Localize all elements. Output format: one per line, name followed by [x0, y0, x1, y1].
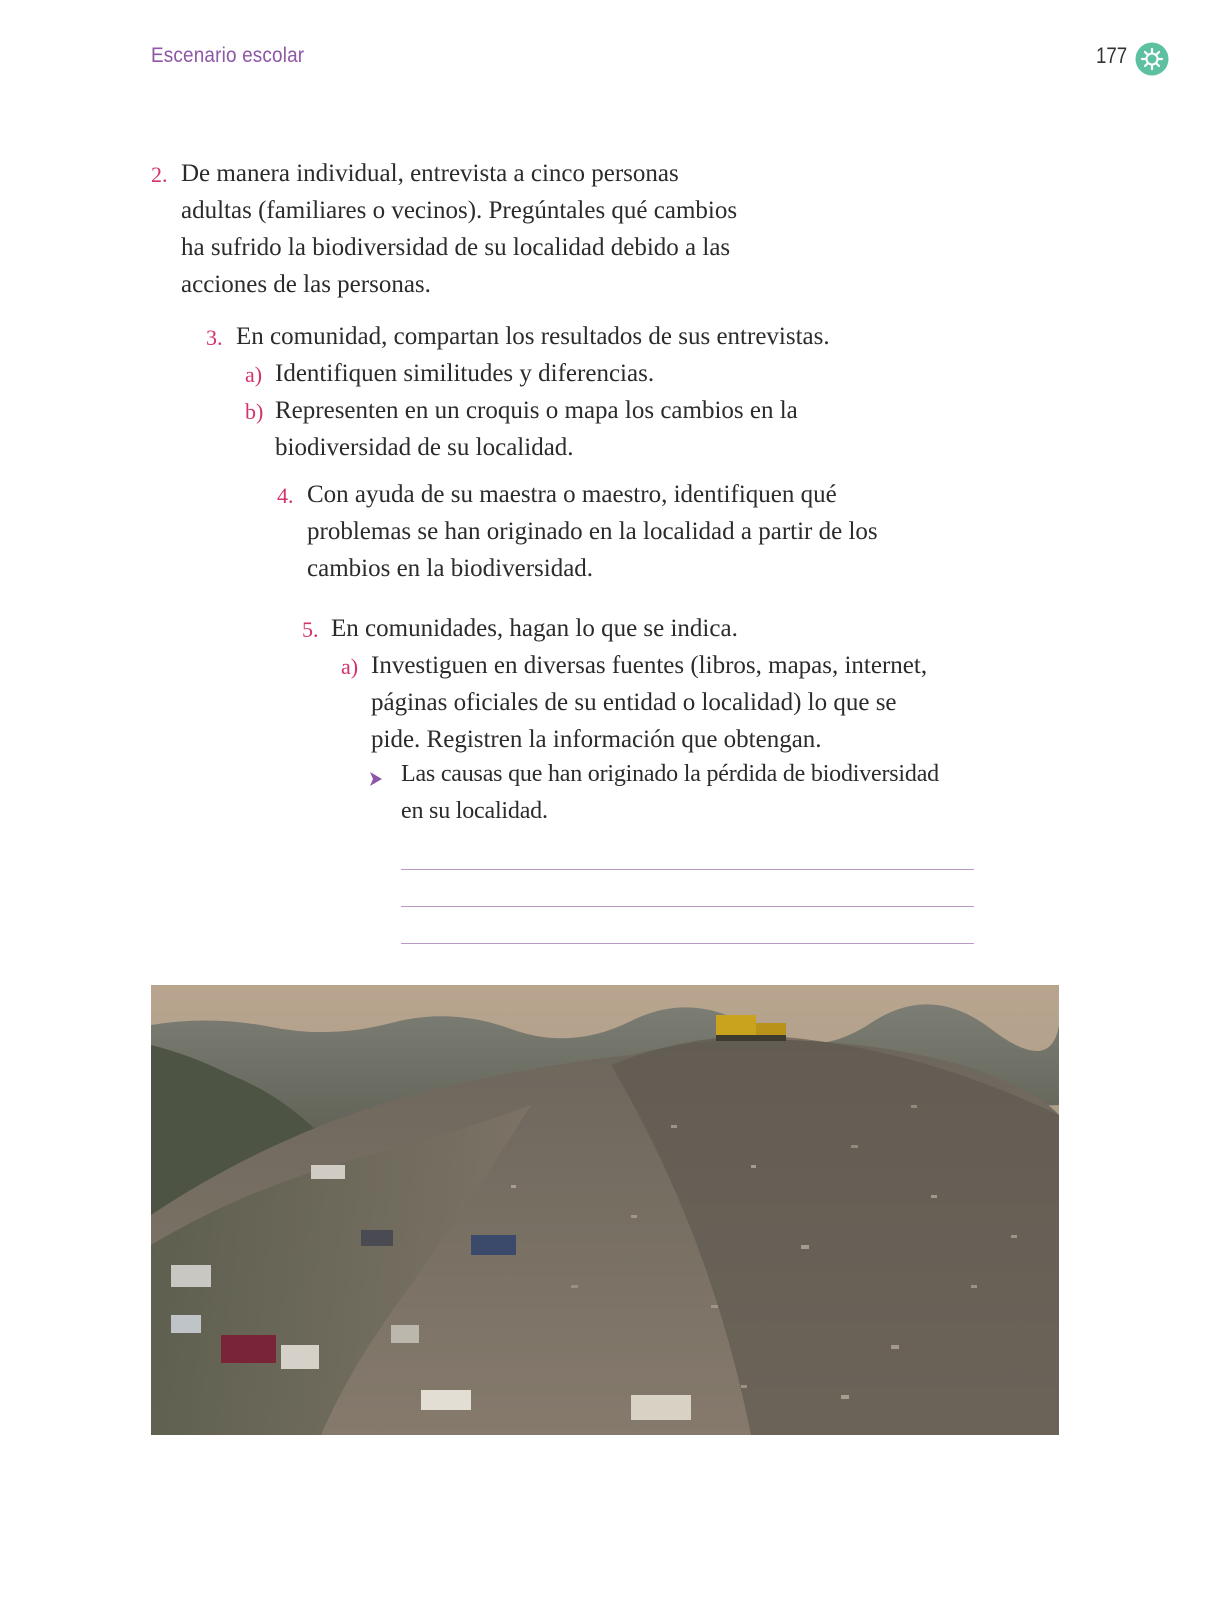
item-number-5: 5.: [302, 617, 319, 642]
triangle-bullet-icon: [369, 771, 383, 787]
item-2-line-4: acciones de las personas.: [181, 271, 431, 298]
landfill-photo: [151, 985, 1059, 1435]
item-5a-line-3: pide. Registren la información que obtengan.: [371, 726, 822, 753]
item-3-text: En comunidad, compartan los resultados de sus entrevistas.: [236, 323, 830, 350]
item-2-line-3: ha sufrido la biodiversidad de su localidad debido a las: [181, 234, 731, 261]
gear-flower-icon: [1135, 42, 1169, 76]
item-5a-line-2: páginas oficiales de su entidad o localidad) lo que se: [371, 689, 897, 716]
item-3b-label: b): [245, 399, 264, 424]
item-number-4: 4.: [277, 483, 294, 508]
item-4-line-1: Con ayuda de su maestra o maestro, identifiquen qué: [307, 481, 837, 508]
answer-line-3[interactable]: [401, 943, 974, 944]
item-number-3: 3.: [206, 325, 223, 350]
item-3b-line-2: biodiversidad de su localidad.: [275, 434, 574, 461]
item-4-line-3: cambios en la biodiversidad.: [307, 555, 594, 582]
item-2-line-2: adultas (familiares o vecinos). Pregúntales qué cambios: [181, 197, 738, 224]
item-5a-line-1: Investiguen en diversas fuentes (libros, mapas, internet,: [371, 652, 928, 679]
answer-line-1[interactable]: [401, 869, 974, 870]
item-5-text: En comunidades, hagan lo que se indica.: [331, 615, 738, 642]
item-4-line-2: problemas se han originado en la localidad a partir de los: [307, 518, 878, 545]
page-number: 177: [1096, 43, 1128, 68]
item-3a-text: Identifiquen similitudes y diferencias.: [275, 360, 655, 387]
item-3a-label: a): [245, 362, 263, 387]
answer-line-2[interactable]: [401, 906, 974, 907]
item-2-line-1: De manera individual, entrevista a cinco personas: [181, 160, 679, 187]
bullet-line-1: Las causas que han originado la pérdida de biodiversidad: [401, 761, 939, 787]
item-number-2: 2.: [151, 162, 168, 187]
section-title: Escenario escolar: [151, 44, 305, 67]
item-5a-label: a): [341, 654, 359, 679]
bullet-line-2: en su localidad.: [401, 798, 548, 824]
item-3b-line-1: Representen en un croquis o mapa los cambios en la: [275, 397, 798, 424]
